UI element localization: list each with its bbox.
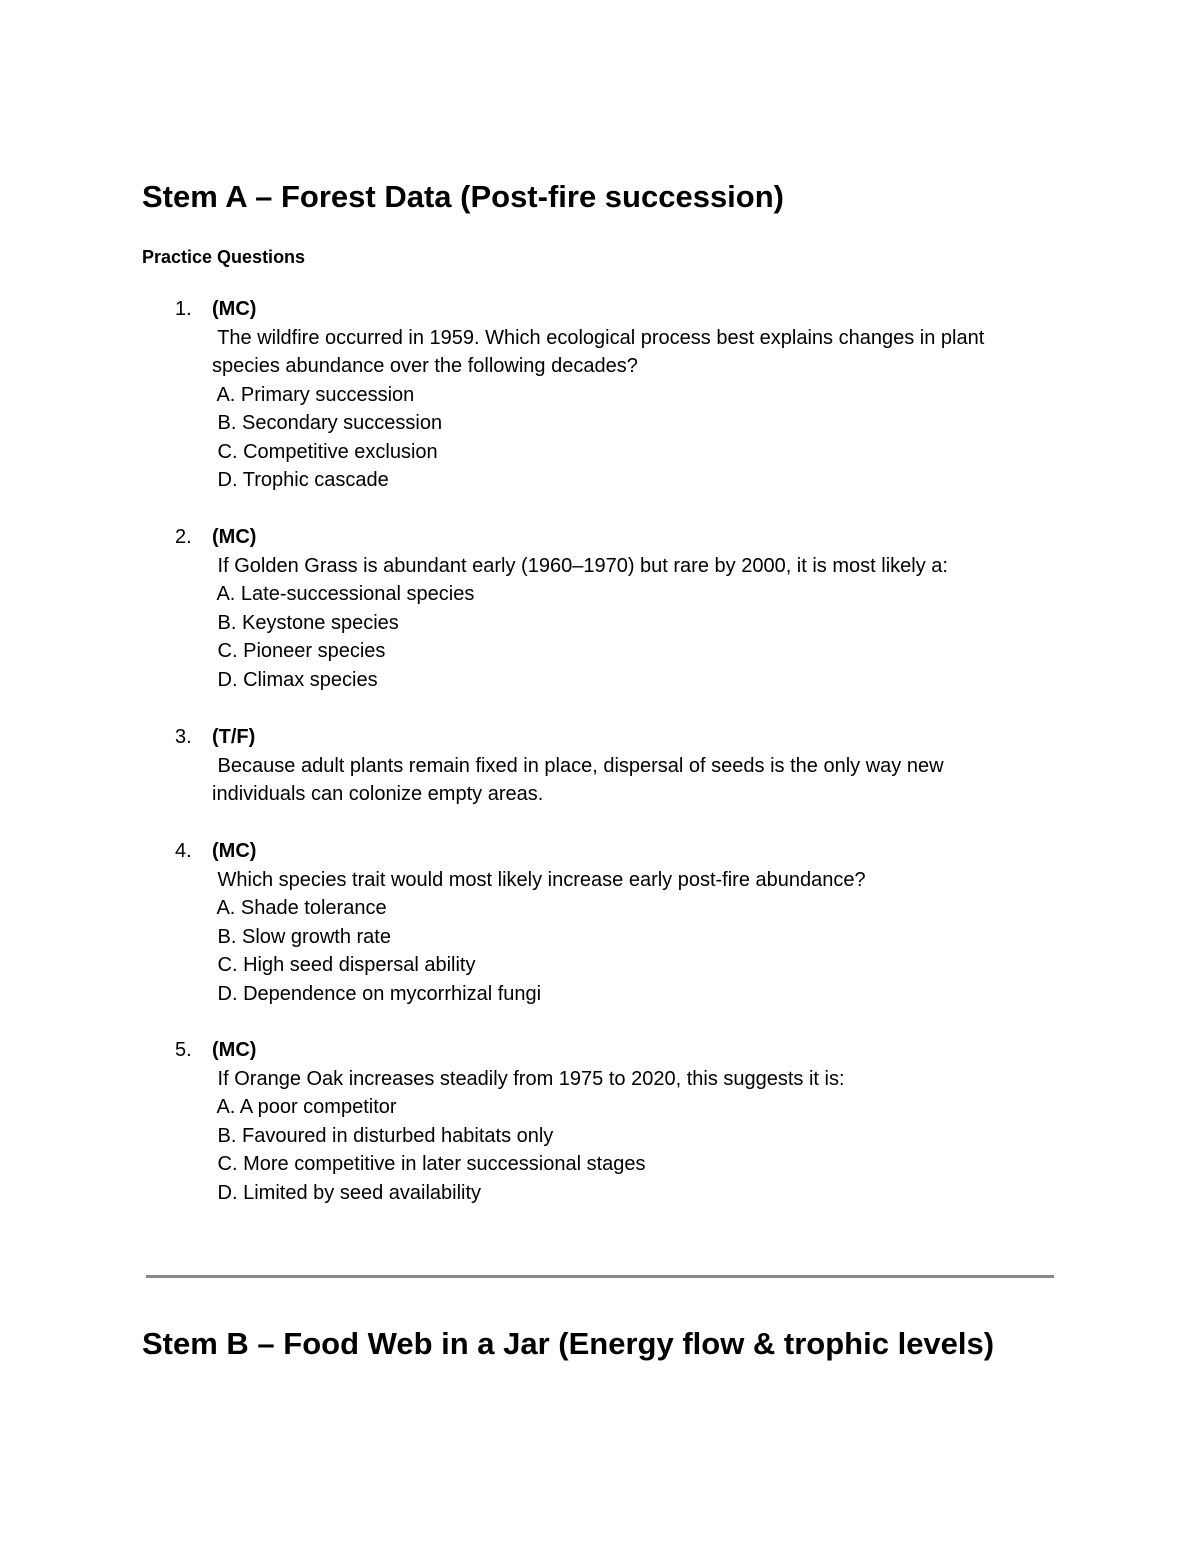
answer-option: A. Late-successional species [212,583,475,605]
answer-option: D. Limited by seed availability [212,1181,482,1204]
question-line: Because adult plants remain fixed in place, dispersal of seeds is the only way new [212,754,944,777]
question-line: individuals can colonize empty areas. [212,783,544,805]
question-type: (MC) [212,526,257,548]
horizontal-rule [146,1275,1054,1278]
answer-option: B. Keystone species [212,611,399,634]
question-line: If Golden Grass is abundant early (1960–1970) but rare by 2000, it is most likely a: [212,554,948,577]
answer-option: B. Favoured in disturbed habitats only [212,1124,554,1147]
question-type: (MC) [212,840,257,862]
answer-option: D. Dependence on mycorrhizal fungi [212,982,542,1005]
question-number: 2. [175,526,192,548]
answer-option: A. A poor competitor [212,1096,397,1118]
answer-option: C. Pioneer species [212,640,386,662]
question-line: Which species trait would most likely increase early post-fire abundance? [212,868,866,891]
answer-option: D. Trophic cascade [212,469,389,491]
answer-option: C. High seed dispersal ability [212,954,476,976]
question-line: If Orange Oak increases steadily from 1975 to 2020, this suggests it is: [212,1067,845,1090]
answer-option: C. Competitive exclusion [212,440,438,463]
question-number: 5. [175,1039,192,1061]
answer-option: A. Primary succession [212,383,415,406]
question-type: (T/F) [212,726,256,748]
stem-a-title: Stem A – Forest Data (Post-fire succession) [142,179,784,214]
practice-questions-heading: Practice Questions [142,247,306,267]
answer-option: B. Secondary succession [212,412,443,434]
question-number: 3. [175,726,192,748]
question-type: (MC) [212,1039,257,1061]
question-number: 4. [175,840,192,862]
question-line: species abundance over the following decades? [212,355,638,377]
answer-option: A. Shade tolerance [212,897,387,919]
answer-option: D. Climax species [212,668,378,691]
answer-option: C. More competitive in later successional stages [212,1153,646,1175]
stem-b-title: Stem B – Food Web in a Jar (Energy flow & trophic levels) [142,1326,995,1361]
question-line: The wildfire occurred in 1959. Which ecological process best explains changes in plant [212,326,985,349]
question-type: (MC) [212,298,257,320]
answer-option: B. Slow growth rate [212,925,391,948]
question-number: 1. [175,298,192,320]
